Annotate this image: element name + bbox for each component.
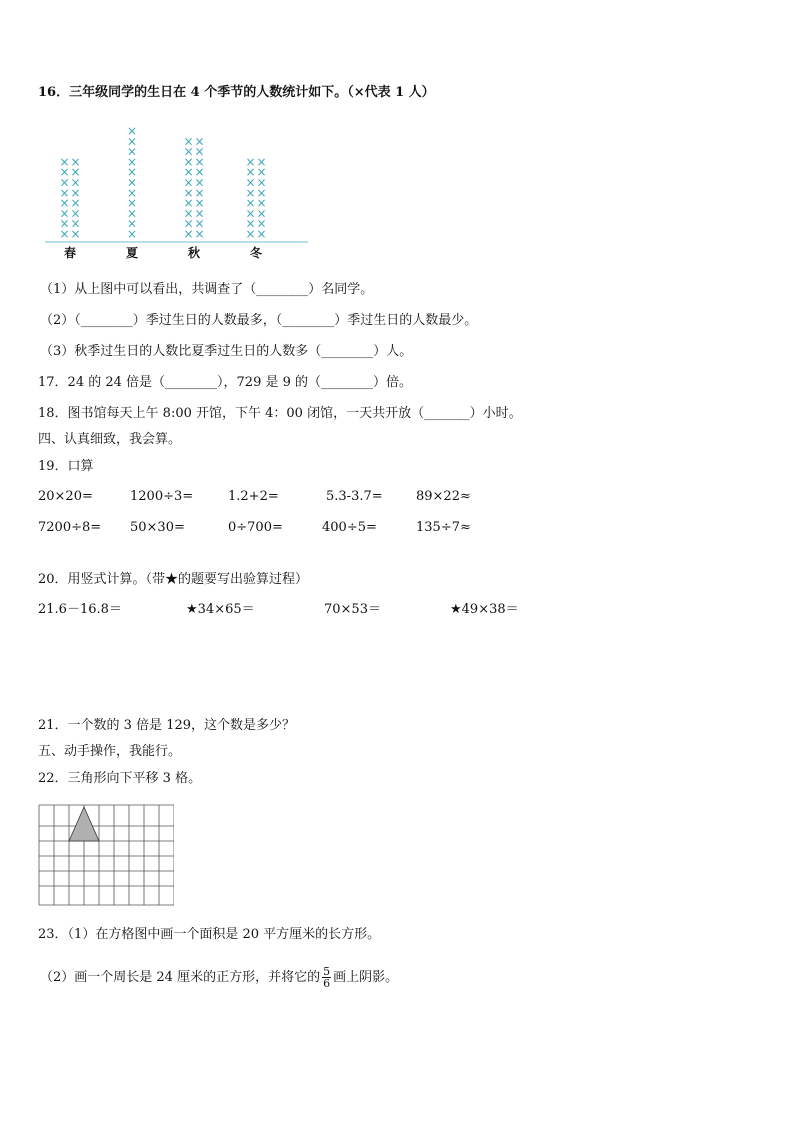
pictograph-mark: × <box>194 196 205 211</box>
pictograph-mark: × <box>126 227 138 241</box>
pictograph-mark: × <box>70 175 81 190</box>
section-5-heading: 五、动手操作，我能行。 <box>38 744 182 759</box>
q17: 17．24 的 24 倍是（________），729 是 9 的（________）倍。 <box>38 375 413 390</box>
pictograph-mark: × <box>194 175 205 190</box>
q18: 18．图书馆每天上午 8:00 开馆，下午 4：00 闭馆，一天共开放（_______）小时。 <box>38 406 522 421</box>
pictograph-mark: × <box>256 227 267 241</box>
category-label: 秋 <box>187 246 201 260</box>
q19-r2-c4: 400÷5= <box>322 520 377 535</box>
pictograph-mark: × <box>59 196 70 211</box>
fraction <box>322 966 331 989</box>
pictograph-mark: × <box>256 175 267 190</box>
q19-r1-c2: 1200÷3= <box>130 489 194 504</box>
pictograph-mark: × <box>183 154 194 169</box>
pictograph-mark: × <box>70 165 81 180</box>
pictograph-mark: × <box>126 185 138 200</box>
pictograph-mark: × <box>194 144 205 159</box>
pictograph-mark: × <box>126 196 138 211</box>
category-label: 冬 <box>249 246 263 260</box>
pictograph-mark: × <box>256 216 267 231</box>
q20-item-2: ★34×65＝ <box>186 602 255 617</box>
pictograph-mark: × <box>183 227 194 241</box>
pictograph-mark: × <box>245 227 256 241</box>
pictograph-mark: × <box>126 124 138 138</box>
pictograph-mark: × <box>183 185 194 200</box>
q23-sub2-after: 画上阴影。 <box>333 970 399 985</box>
pictograph-mark: × <box>59 227 70 241</box>
pictograph-mark: × <box>256 165 267 180</box>
pictograph-mark: × <box>245 185 256 200</box>
pictograph-mark: × <box>126 216 138 231</box>
fraction-denominator: 6 <box>323 977 331 990</box>
pictograph-mark: × <box>194 134 205 149</box>
pictograph-mark: × <box>245 206 256 221</box>
pictograph-mark: × <box>70 227 81 241</box>
q19-r1-c1: 20×20= <box>38 489 93 504</box>
pictograph-mark: × <box>245 175 256 190</box>
pictograph-mark: × <box>59 206 70 221</box>
pictograph-mark: × <box>194 165 205 180</box>
pictograph-mark: × <box>194 206 205 221</box>
category-label: 春 <box>63 246 77 260</box>
pictograph-mark: × <box>70 185 81 200</box>
pictograph-mark: × <box>59 216 70 231</box>
season-birthday-pictograph <box>40 112 320 262</box>
pictograph-mark: × <box>256 154 267 169</box>
pictograph-mark: × <box>59 185 70 200</box>
q16-sub2: （2）（________）季过生日的人数最多，（________）季过生日的人数最少。 <box>40 313 478 328</box>
q23-sub2-before: （2）画一个周长是 24 厘米的正方形，并将它的 <box>40 970 321 985</box>
pictograph-mark: × <box>194 185 205 200</box>
square-grid[interactable] <box>38 804 174 908</box>
pictograph-mark: × <box>126 165 138 180</box>
section-4-heading: 四、认真细致，我会算。 <box>38 432 182 447</box>
q19-r1-c5: 89×22≈ <box>416 489 471 504</box>
pictograph-mark: × <box>245 196 256 211</box>
q20-title: 20．用竖式计算。（带★的题要写出验算过程） <box>38 572 309 587</box>
pictograph-mark: × <box>183 175 194 190</box>
pictograph-mark: × <box>245 154 256 169</box>
pictograph-mark: × <box>183 196 194 211</box>
triangle-shape[interactable] <box>69 807 99 841</box>
q19-r2-c3: 0÷700= <box>228 520 283 535</box>
pictograph-mark: × <box>245 216 256 231</box>
q19-r2-c1: 7200÷8= <box>38 520 102 535</box>
pictograph-mark: × <box>194 154 205 169</box>
q16-sub3: （3）秋季过生日的人数比夏季过生日的人数多（________）人。 <box>40 344 413 359</box>
q23-sub2 <box>40 966 398 989</box>
pictograph-mark: × <box>70 206 81 221</box>
pictograph-mark: × <box>126 154 138 169</box>
fraction-numerator: 5 <box>323 965 331 978</box>
q19-r2-c5: 135÷7≈ <box>416 520 471 535</box>
category-label: 夏 <box>125 246 139 260</box>
pictograph-mark: × <box>194 227 205 241</box>
q20-item-1: 21.6－16.8＝ <box>38 602 122 617</box>
q19-title: 19．口算 <box>38 459 94 474</box>
pictograph-mark: × <box>183 165 194 180</box>
pictograph-mark: × <box>70 154 81 169</box>
pictograph-mark: × <box>70 216 81 231</box>
q16-title: 16．三年级同学的生日在 4 个季节的人数统计如下。（×代表 1 人） <box>38 85 435 100</box>
pictograph-mark: × <box>183 144 194 159</box>
q20-item-4: ★49×38＝ <box>450 602 519 617</box>
q21: 21．一个数的 3 倍是 129，这个数是多少？ <box>38 718 296 733</box>
pictograph-mark: × <box>256 185 267 200</box>
pictograph-mark: × <box>194 216 205 231</box>
pictograph-mark: × <box>183 134 194 149</box>
pictograph-mark: × <box>126 134 138 149</box>
q19-r1-c4: 5.3-3.7= <box>326 489 383 504</box>
pictograph-mark: × <box>245 165 256 180</box>
q23-sub1: 23．（1）在方格图中画一个面积是 20 平方厘米的长方形。 <box>38 927 381 942</box>
pictograph-mark: × <box>256 196 267 211</box>
pictograph-mark: × <box>59 154 70 169</box>
pictograph-mark: × <box>183 206 194 221</box>
q19-r1-c3: 1.2+2= <box>228 489 279 504</box>
pictograph-mark: × <box>59 165 70 180</box>
q16-sub1: （1）从上图中可以看出，共调查了（________）名同学。 <box>40 282 374 297</box>
pictograph-mark: × <box>59 175 70 190</box>
pictograph-mark: × <box>126 175 138 190</box>
pictograph-mark: × <box>126 206 138 221</box>
q22: 22．三角形向下平移 3 格。 <box>38 771 202 786</box>
pictograph-mark: × <box>183 216 194 231</box>
q19-r2-c2: 50×30= <box>130 520 185 535</box>
pictograph-mark: × <box>70 196 81 211</box>
pictograph-mark: × <box>256 206 267 221</box>
pictograph-mark: × <box>126 144 138 159</box>
q20-item-3: 70×53＝ <box>324 602 381 617</box>
